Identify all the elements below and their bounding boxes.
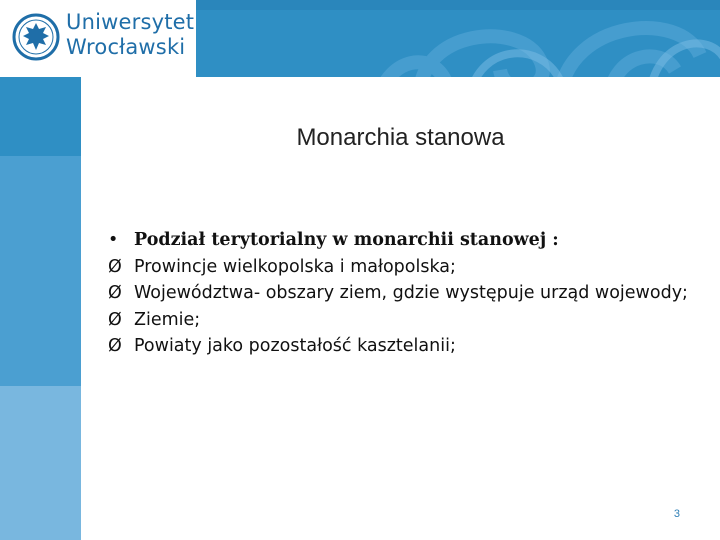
arrow-bullet-marker: Ø	[108, 283, 122, 303]
bullet-list	[108, 227, 698, 360]
bullet-item	[108, 227, 698, 254]
slide-title: Monarchia stanowa	[296, 124, 505, 151]
university-logo	[0, 0, 196, 77]
arrow-bullet-marker: Ø	[108, 309, 122, 330]
arrow-bullet-marker: Ø	[108, 336, 122, 356]
bullet-item	[108, 280, 698, 307]
side-band-segment	[0, 156, 81, 386]
bullet-text: Województwa- obszary ziem, gdzie występuje urząd wojewody;	[134, 283, 688, 303]
bullet-item	[108, 254, 698, 281]
logo-line-1: Uniwersytet	[66, 10, 195, 34]
eagle-crest-icon	[12, 11, 60, 63]
arrow-bullet-marker: Ø	[108, 256, 122, 277]
side-band-segment	[0, 386, 81, 540]
side-band-segment	[0, 77, 81, 156]
bullet-item	[108, 307, 698, 334]
side-band	[0, 77, 81, 540]
bullet-text: Prowincje wielkopolska i małopolska;	[134, 256, 456, 277]
page-number: 3	[673, 508, 680, 520]
bullet-text: Podział terytorialny w monarchii stanowej :	[134, 230, 559, 250]
logo-wordmark	[66, 10, 194, 60]
bullet-text: Powiaty jako pozostałość kasztelanii;	[134, 336, 456, 356]
logo-line-2: Wrocławski	[66, 35, 186, 59]
bullet-item	[108, 333, 698, 360]
header-stripe	[196, 0, 720, 10]
bullet-marker: •	[108, 230, 119, 250]
bullet-text: Ziemie;	[134, 309, 201, 330]
